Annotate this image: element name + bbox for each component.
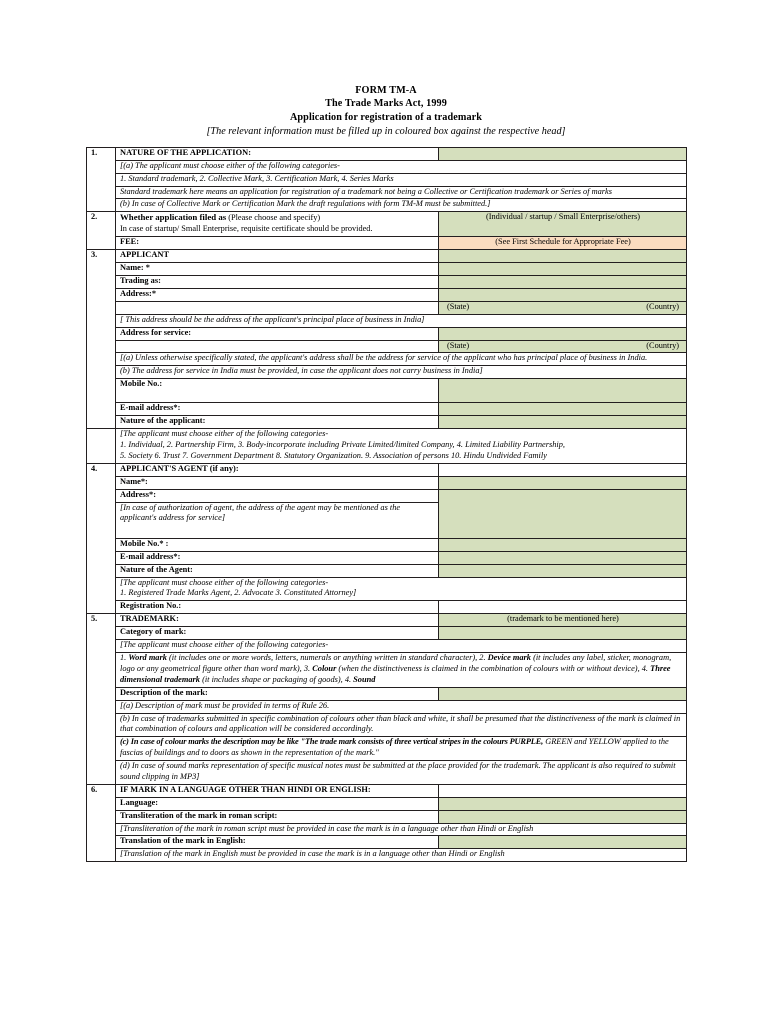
address-for-service-label: Address for service:: [116, 327, 439, 340]
translation-label: Translation of the mark in English:: [116, 836, 439, 849]
section-number-5: 5.: [87, 614, 116, 784]
act-title: The Trade Marks Act, 1999: [325, 98, 447, 110]
section-number-3: 3.: [87, 249, 116, 428]
section4-heading: APPLICANT'S AGENT (if any):: [116, 463, 439, 476]
transliteration-note: [Transliteration of the mark in roman script must be provided in case the mark is in a language other than Hindi or English: [116, 823, 687, 836]
section4-heading-box: [439, 463, 687, 476]
section6-heading: IF MARK IN A LANGUAGE OTHER THAN HINDI OR ENGLISH:: [116, 784, 439, 797]
section-number-1: 1.: [87, 148, 116, 212]
category-list: 1. Word mark (it includes one or more words, letters, numerals or anything written in standard character), 2. Device mark (it includes any label, sticker, monogram, logo or any geometrical figure other than word mark), 3. Colour (when the distinctiveness is claimed in the combination of colours with or without device), 4. Three dimensional trademark (it includes shape or packaging of goods), 4. Sound: [116, 653, 687, 688]
section2-filed-as-label: [116, 212, 439, 237]
language-label: Language:: [116, 797, 439, 810]
table-row: [87, 713, 687, 737]
section5-heading: TRADEMARK:: [116, 614, 439, 627]
table-row: [87, 538, 687, 551]
agent-nature-field[interactable]: [439, 564, 687, 577]
category-of-mark-field[interactable]: [439, 627, 687, 640]
applicant-name-field[interactable]: [439, 262, 687, 275]
transliteration-label: Transliteration of the mark in roman script:: [116, 810, 439, 823]
address-for-service-field[interactable]: [439, 327, 687, 340]
applicant-mobile-field[interactable]: [439, 379, 687, 403]
state-label: (State): [447, 301, 470, 311]
category-of-mark-label: Category of mark:: [116, 627, 439, 640]
applicant-trading-label: Trading as:: [116, 275, 439, 288]
table-row: [87, 476, 687, 489]
fee-label: FEE:: [116, 236, 439, 249]
table-row: [87, 288, 687, 301]
applicant-mobile-label: Mobile No.:: [116, 379, 439, 403]
applicant-trading-field[interactable]: [439, 275, 687, 288]
table-row: [87, 249, 687, 262]
table-row: [87, 640, 687, 653]
table-row: [87, 836, 687, 849]
fee-value[interactable]: (See First Schedule for Appropriate Fee): [439, 236, 687, 249]
table-row: [87, 379, 687, 403]
applicant-email-field[interactable]: [439, 403, 687, 416]
agent-registration-label: Registration No.:: [116, 601, 439, 614]
table-row: [87, 687, 687, 700]
service-note-a: [(a) Unless otherwise specifically stated, the applicant's address shall be the address for service of the applicant who has principal place of business in India.: [116, 353, 687, 366]
agent-mobile-field[interactable]: [439, 538, 687, 551]
agent-address-note: [In case of authorization of agent, the address of the agent may be mentioned as the applicant's address for service]: [116, 502, 439, 538]
desc-c-bold: (c) In case of colour marks the description may be like "The trade mark consists of three vertical stripes in the colours PURPLE,: [120, 737, 544, 747]
desc-c-rest: GREEN and YELLOW applied to the fascias of buildings and to doors as shown in the representation of the mark.": [120, 737, 669, 758]
table-row: [87, 199, 687, 212]
section-number-2: 2.: [87, 212, 116, 250]
description-note-c: [116, 737, 687, 761]
section-number-4: 4.: [87, 463, 116, 614]
applicant-address-note: [ This address should be the address of the applicant's principal place of business in India]: [116, 314, 687, 327]
form-code: FORM TM-A: [355, 85, 417, 96]
table-row: [87, 601, 687, 614]
category-term: Device mark: [487, 653, 531, 663]
trademark-value-box[interactable]: (trademark to be mentioned here): [439, 614, 687, 627]
table-row: [87, 463, 687, 476]
table-row: [87, 416, 687, 429]
table-row: [87, 186, 687, 199]
description-note-d: (d) In case of sound marks representation of specific musical notes must be submitted at the place provided for the trademark. The applicant is also required to submit sound clipping in MP3]: [116, 760, 687, 784]
table-row: [87, 551, 687, 564]
applicant-address-field[interactable]: [439, 288, 687, 301]
agent-registration-field[interactable]: [439, 601, 687, 614]
applicant-nature-label: Nature of the applicant:: [116, 416, 439, 429]
table-row: [87, 823, 687, 836]
section1-note-a: [(a) The applicant must choose either of the following categories-: [116, 160, 687, 173]
table-row: [87, 340, 687, 353]
table-row: [87, 700, 687, 713]
section1-heading: NATURE OF THE APPLICATION:: [116, 148, 439, 161]
applicant-address-label: Address:*: [116, 288, 439, 301]
agent-address-field[interactable]: [439, 489, 687, 538]
translation-note: [Translation of the mark in English must be provided in case the mark is in a language other than Hindi or English: [116, 849, 687, 862]
document-heading: [86, 84, 686, 138]
agent-list-line: 1. Registered Trade Marks Agent, 2. Advocate 3. Constituted Attorney]: [120, 588, 357, 598]
category-term: Colour: [312, 663, 337, 673]
nature-note-line: [The applicant must choose either of the following categories-: [120, 429, 329, 439]
applicant-nature-note: [116, 429, 687, 464]
section2-filed-as-value[interactable]: (Individual / startup / Small Enterprise/others): [439, 212, 687, 237]
table-row: [87, 614, 687, 627]
section3-heading: APPLICANT: [116, 249, 439, 262]
table-row: [87, 797, 687, 810]
service-note-b: (b) The address for service in India must be provided, in case the applicant does not carry business in India]: [116, 366, 687, 379]
table-row: [87, 653, 687, 688]
description-note-a: [(a) Description of mark must be provided in terms of Rule 26.: [116, 700, 687, 713]
address-service-spacer: [116, 340, 439, 353]
agent-note-line: [The applicant must choose either of the following categories-: [120, 577, 329, 587]
table-row: [87, 784, 687, 797]
section3-heading-box[interactable]: [439, 249, 687, 262]
category-term: Word mark: [128, 653, 167, 663]
form-table: [86, 147, 687, 862]
table-row: [87, 760, 687, 784]
table-row: [87, 577, 687, 601]
agent-address-label: Address*:: [116, 489, 439, 502]
agent-email-label: E-mail address*:: [116, 551, 439, 564]
table-row: [87, 353, 687, 366]
table-row: [87, 564, 687, 577]
table-row: [87, 314, 687, 327]
category-note: [The applicant must choose either of the following categories-: [116, 640, 687, 653]
form-subtitle: Application for registration of a trademark: [289, 111, 483, 123]
section1-definition: Standard trademark here means an application for registration of a trademark not being a Collective or Certification trademark or Series of marks: [116, 186, 687, 199]
translation-field[interactable]: [439, 836, 687, 849]
table-row: [87, 489, 687, 502]
filed-as-line2: In case of startup/ Small Enterprise, requisite certificate should be provided.: [120, 224, 373, 234]
applicant-address-spacer: [116, 301, 439, 314]
table-row: [87, 148, 687, 161]
form-instruction: [The relevant information must be filled up in coloured box against the respective head]: [206, 125, 566, 137]
section1-categories: 1. Standard trademark, 2. Collective Mark, 3. Certification Mark, 4. Series Marks: [116, 173, 687, 186]
description-of-mark-field[interactable]: [439, 687, 687, 700]
table-row: [87, 737, 687, 761]
table-row: [87, 849, 687, 862]
table-row: [87, 627, 687, 640]
transliteration-field[interactable]: [439, 810, 687, 823]
description-note-b: (b) In case of trademarks submitted in specific combination of colours other than black and white, it shall be presumed that the distinctiveness of the mark is claimed in that combination of colours and application will be considered accordingly.: [116, 713, 687, 737]
service-state-country[interactable]: [439, 340, 687, 353]
section-number-6: 6.: [87, 784, 116, 862]
table-row: [87, 366, 687, 379]
table-row: [87, 810, 687, 823]
state-label: (State): [447, 340, 470, 350]
agent-name-field[interactable]: [439, 476, 687, 489]
agent-name-label: Name*:: [116, 476, 439, 489]
language-field[interactable]: [439, 797, 687, 810]
category-term: Sound: [353, 674, 376, 684]
nature-list-line2: 5. Society 6. Trust 7. Government Department 8. Statutory Organization. 9. Association of persons 10. Hindu Undivided Family: [120, 450, 547, 460]
nature-list-line1: 1. Individual, 2. Partnership Firm, 3. Body-incorporate including Private Limited/limited Company, 4. Limited Liability Partnership,: [120, 439, 565, 449]
table-row: [87, 160, 687, 173]
table-row: [87, 173, 687, 186]
table-row: [87, 327, 687, 340]
agent-nature-note: [116, 577, 687, 601]
description-of-mark-label: Description of the mark:: [116, 687, 439, 700]
table-row: [87, 212, 687, 237]
table-row: [87, 236, 687, 249]
agent-mobile-label: Mobile No.* :: [116, 538, 439, 551]
agent-nature-label: Nature of the Agent:: [116, 564, 439, 577]
filed-as-rest: (Please choose and specify): [226, 213, 321, 223]
table-row: [87, 403, 687, 416]
country-label: (Country): [646, 340, 679, 350]
section1-note-b: (b) In case of Collective Mark or Certification Mark the draft regulations with form TM-M must be submitted.]: [116, 199, 687, 212]
table-row: [87, 262, 687, 275]
applicant-name-label: Name: *: [116, 262, 439, 275]
section3-extra-num: [87, 429, 116, 464]
table-row: [87, 275, 687, 288]
section1-value-box[interactable]: [439, 148, 687, 161]
applicant-email-label: E-mail address*:: [116, 403, 439, 416]
filed-as-bold: Whether application filed as: [120, 212, 227, 223]
applicant-state-country[interactable]: [439, 301, 687, 314]
agent-email-field[interactable]: [439, 551, 687, 564]
country-label: (Country): [646, 301, 679, 311]
applicant-nature-field[interactable]: [439, 416, 687, 429]
table-row: [87, 301, 687, 314]
section6-heading-box: [439, 784, 687, 797]
table-row: [87, 429, 687, 464]
category-term: Three dimensional trademark: [120, 663, 671, 684]
